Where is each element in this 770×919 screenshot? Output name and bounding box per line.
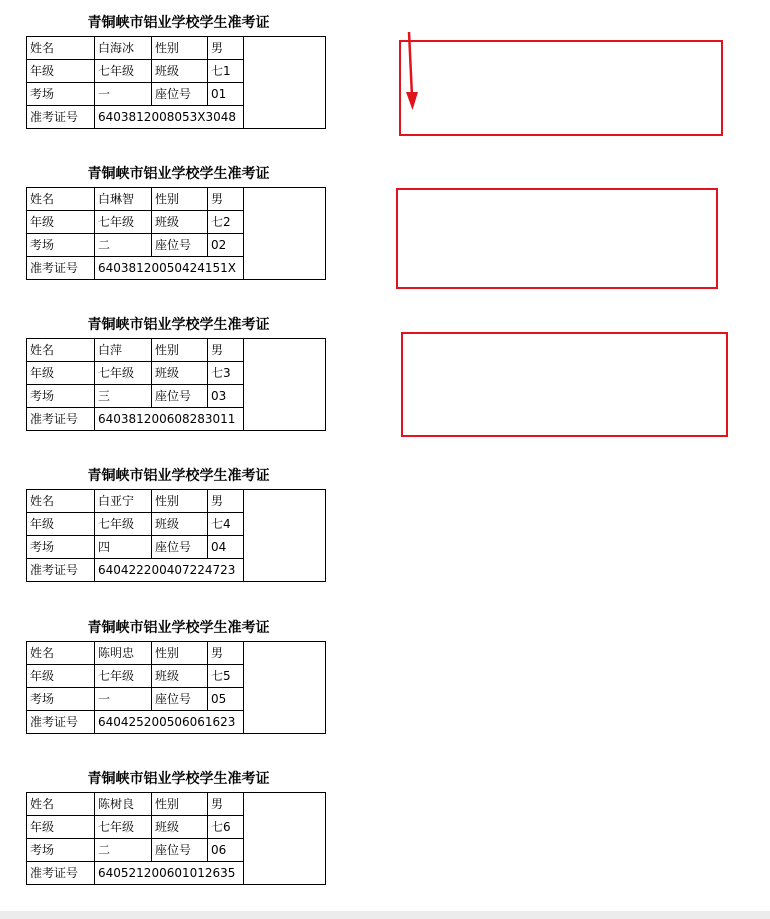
value-grade: 七年级 [98, 366, 135, 380]
page-bottom-bar [0, 911, 770, 919]
label-gender: 性别 [155, 797, 180, 811]
value-class: 七1 [211, 64, 231, 78]
label-name: 姓名 [30, 494, 55, 508]
label-seat: 座位号 [155, 692, 192, 706]
label-class: 班级 [155, 669, 180, 683]
annotation-box-3 [401, 332, 728, 437]
value-class: 七5 [211, 669, 231, 683]
label-ticket: 准考证号 [30, 715, 79, 729]
value-class: 七6 [211, 820, 231, 834]
label-name: 姓名 [30, 343, 55, 357]
value-name: 白琳智 [98, 192, 135, 206]
value-room: 四 [98, 540, 111, 554]
label-grade: 年级 [30, 669, 55, 683]
card-table [26, 36, 326, 129]
photo-area [244, 339, 325, 430]
label-room: 考场 [30, 238, 55, 252]
label-gender: 性别 [155, 41, 180, 55]
label-grade: 年级 [30, 64, 55, 78]
value-ticket: 640381200608283011 [98, 412, 236, 426]
label-grade: 年级 [30, 366, 55, 380]
value-room: 二 [98, 843, 111, 857]
card-table [26, 792, 326, 885]
value-class: 七3 [211, 366, 231, 380]
label-room: 考场 [30, 692, 55, 706]
label-gender: 性别 [155, 192, 180, 206]
annotation-box-1 [399, 40, 723, 136]
label-room: 考场 [30, 843, 55, 857]
card-table [26, 489, 326, 582]
value-seat: 02 [211, 238, 227, 252]
value-ticket: 640422200407224723 [98, 563, 236, 577]
label-grade: 年级 [30, 820, 55, 834]
annotation-box-2 [396, 188, 718, 289]
card-title: 青铜峡市铝业学校学生准考证 [87, 317, 270, 333]
value-name: 白萍 [98, 343, 123, 357]
card-table [26, 338, 326, 431]
value-grade: 七年级 [98, 669, 135, 683]
card-title: 青铜峡市铝业学校学生准考证 [87, 771, 270, 787]
label-name: 姓名 [30, 646, 55, 660]
label-room: 考场 [30, 87, 55, 101]
value-room: 一 [98, 87, 111, 101]
label-grade: 年级 [30, 517, 55, 531]
value-class: 七2 [211, 215, 231, 229]
label-ticket: 准考证号 [30, 866, 79, 880]
value-seat: 04 [211, 540, 227, 554]
value-seat: 05 [211, 692, 227, 706]
card-table [26, 641, 326, 734]
value-gender: 男 [211, 192, 224, 206]
photo-area [244, 490, 325, 581]
card-title: 青铜峡市铝业学校学生准考证 [87, 15, 270, 31]
value-name: 陈明忠 [98, 646, 135, 660]
label-gender: 性别 [155, 343, 180, 357]
label-class: 班级 [155, 820, 180, 834]
value-gender: 男 [211, 797, 224, 811]
value-seat: 01 [211, 87, 227, 101]
label-room: 考场 [30, 540, 55, 554]
value-gender: 男 [211, 646, 224, 660]
label-room: 考场 [30, 389, 55, 403]
value-seat: 03 [211, 389, 227, 403]
value-ticket: 640425200506061623 [98, 715, 236, 729]
card-table [26, 187, 326, 280]
label-ticket: 准考证号 [30, 412, 79, 426]
photo-area [244, 793, 325, 884]
label-seat: 座位号 [155, 87, 192, 101]
value-room: 二 [98, 238, 111, 252]
label-class: 班级 [155, 215, 180, 229]
value-room: 三 [98, 389, 111, 403]
value-room: 一 [98, 692, 111, 706]
photo-area [244, 642, 325, 733]
value-gender: 男 [211, 343, 224, 357]
label-seat: 座位号 [155, 540, 192, 554]
value-seat: 06 [211, 843, 227, 857]
label-ticket: 准考证号 [30, 563, 79, 577]
value-gender: 男 [211, 41, 224, 55]
card-title: 青铜峡市铝业学校学生准考证 [87, 620, 270, 636]
label-ticket: 准考证号 [30, 110, 79, 124]
label-name: 姓名 [30, 192, 55, 206]
label-gender: 性别 [155, 646, 180, 660]
label-class: 班级 [155, 64, 180, 78]
annotation-arrow-icon [395, 28, 425, 114]
value-name: 白亚宁 [98, 494, 135, 508]
card-title: 青铜峡市铝业学校学生准考证 [87, 166, 270, 182]
value-grade: 七年级 [98, 820, 135, 834]
label-ticket: 准考证号 [30, 261, 79, 275]
value-grade: 七年级 [98, 517, 135, 531]
value-name: 白海冰 [98, 41, 135, 55]
photo-area [244, 37, 325, 128]
label-seat: 座位号 [155, 238, 192, 252]
value-ticket: 6403812008053X3048 [98, 110, 237, 124]
value-gender: 男 [211, 494, 224, 508]
value-ticket: 640521200601012635 [98, 866, 236, 880]
label-gender: 性别 [155, 494, 180, 508]
label-seat: 座位号 [155, 389, 192, 403]
label-class: 班级 [155, 366, 180, 380]
label-seat: 座位号 [155, 843, 192, 857]
photo-area [244, 188, 325, 279]
label-name: 姓名 [30, 41, 55, 55]
value-class: 七4 [211, 517, 231, 531]
value-name: 陈树良 [98, 797, 135, 811]
label-class: 班级 [155, 517, 180, 531]
value-ticket: 64038120050424151X [98, 261, 237, 275]
label-name: 姓名 [30, 797, 55, 811]
value-grade: 七年级 [98, 215, 135, 229]
card-title: 青铜峡市铝业学校学生准考证 [87, 468, 270, 484]
value-grade: 七年级 [98, 64, 135, 78]
label-grade: 年级 [30, 215, 55, 229]
